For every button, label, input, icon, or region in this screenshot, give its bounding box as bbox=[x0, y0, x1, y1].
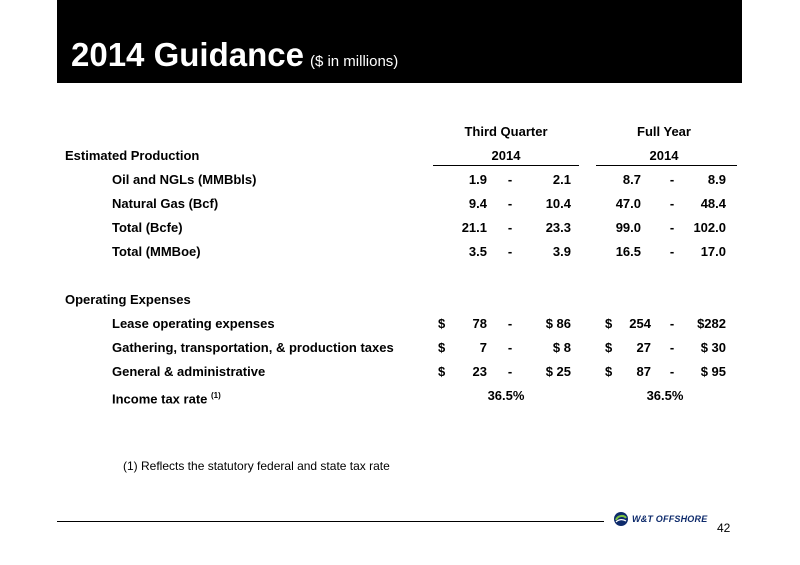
fy-high: 102.0 bbox=[693, 220, 726, 235]
fy-dash: - bbox=[669, 364, 675, 379]
title-bar bbox=[57, 0, 742, 83]
q3-dollar: $ bbox=[438, 316, 446, 331]
fy-low: 8.7 bbox=[622, 172, 641, 187]
q3-dash: - bbox=[507, 364, 513, 379]
header-third-quarter: Third Quarter bbox=[464, 124, 548, 139]
q3-high: 23.3 bbox=[545, 220, 571, 235]
fy-dash: - bbox=[669, 244, 675, 259]
header-full-year: Full Year bbox=[637, 124, 691, 139]
fy-high: $ 30 bbox=[700, 340, 726, 355]
fy-low: 254 bbox=[629, 316, 651, 331]
row-label: Total (MMBoe) bbox=[112, 244, 201, 259]
page-number: 42 bbox=[717, 521, 731, 535]
fy-high: $ 95 bbox=[700, 364, 726, 379]
header-underline-q3 bbox=[433, 165, 579, 166]
fy-dash: - bbox=[669, 340, 675, 355]
fy-low: 87 bbox=[636, 364, 651, 379]
header-fy-year: 2014 bbox=[649, 148, 679, 163]
q3-dash: - bbox=[507, 316, 513, 331]
q3-high: 3.9 bbox=[552, 244, 571, 259]
row-label: General & administrative bbox=[112, 364, 266, 379]
q3-low: 78 bbox=[472, 316, 487, 331]
fy-low: 16.5 bbox=[615, 244, 641, 259]
fy-high: 17.0 bbox=[700, 244, 726, 259]
q3-high: 2.1 bbox=[552, 172, 571, 187]
fy-low: 27 bbox=[636, 340, 651, 355]
fy-dash: - bbox=[669, 172, 675, 187]
fy-dash: - bbox=[669, 196, 675, 211]
title-subtitle: ($ in millions) bbox=[309, 53, 399, 70]
q3-low: 23 bbox=[472, 364, 487, 379]
row-label: Lease operating expenses bbox=[112, 316, 275, 331]
q3-low: 3.5 bbox=[468, 244, 487, 259]
fy-low: 99.0 bbox=[615, 220, 641, 235]
logo-swirl-icon bbox=[613, 511, 629, 527]
q3-dollar: $ bbox=[438, 364, 446, 379]
q3-dash: - bbox=[507, 196, 513, 211]
fy-dollar: $ bbox=[605, 340, 613, 355]
logo-wordmark: W&T OFFSHORE bbox=[632, 514, 708, 524]
q3-dash: - bbox=[507, 220, 513, 235]
fy-high: $282 bbox=[697, 316, 726, 331]
q3-dash: - bbox=[507, 172, 513, 187]
q3-low: 21.1 bbox=[461, 220, 487, 235]
fy-dash: - bbox=[669, 316, 675, 331]
q3-dash: - bbox=[507, 244, 513, 259]
q3-high: 10.4 bbox=[545, 196, 571, 211]
fy-high: 8.9 bbox=[707, 172, 726, 187]
fy-dollar: $ bbox=[605, 364, 613, 379]
header-underline-fy bbox=[596, 165, 737, 166]
footer-rule bbox=[57, 521, 604, 522]
fy-dash: - bbox=[669, 220, 675, 235]
fy-high: 48.4 bbox=[700, 196, 726, 211]
row-label: Gathering, transportation, & production taxes bbox=[112, 340, 394, 355]
q3-low: 7 bbox=[479, 340, 487, 355]
q3-dash: - bbox=[507, 340, 513, 355]
row-label: Total (Bcfe) bbox=[112, 220, 183, 235]
q3-low: 9.4 bbox=[468, 196, 487, 211]
q3-high: $ 86 bbox=[545, 316, 571, 331]
fy-tax-rate: 36.5% bbox=[646, 388, 684, 403]
row-label bbox=[112, 388, 221, 407]
q3-dollar: $ bbox=[438, 340, 446, 355]
section-estimated-production: Estimated Production bbox=[65, 148, 200, 163]
q3-high: $ 8 bbox=[552, 340, 571, 355]
q3-low: 1.9 bbox=[468, 172, 487, 187]
q3-tax-rate: 36.5% bbox=[487, 388, 525, 403]
row-label: Oil and NGLs (MMBbls) bbox=[112, 172, 257, 187]
company-logo bbox=[613, 511, 707, 527]
section-operating-expenses: Operating Expenses bbox=[65, 292, 191, 307]
slide-title bbox=[71, 36, 398, 74]
header-q3-year: 2014 bbox=[491, 148, 521, 163]
row-label: Natural Gas (Bcf) bbox=[112, 196, 219, 211]
fy-dollar: $ bbox=[605, 316, 613, 331]
footnote-marker: (1) bbox=[211, 391, 221, 400]
title-main: 2014 Guidance bbox=[71, 36, 304, 73]
footnote: (1) Reflects the statutory federal and state tax rate bbox=[123, 459, 390, 473]
tax-label: Income tax rate bbox=[112, 391, 208, 407]
q3-high: $ 25 bbox=[545, 364, 571, 379]
fy-low: 47.0 bbox=[615, 196, 641, 211]
